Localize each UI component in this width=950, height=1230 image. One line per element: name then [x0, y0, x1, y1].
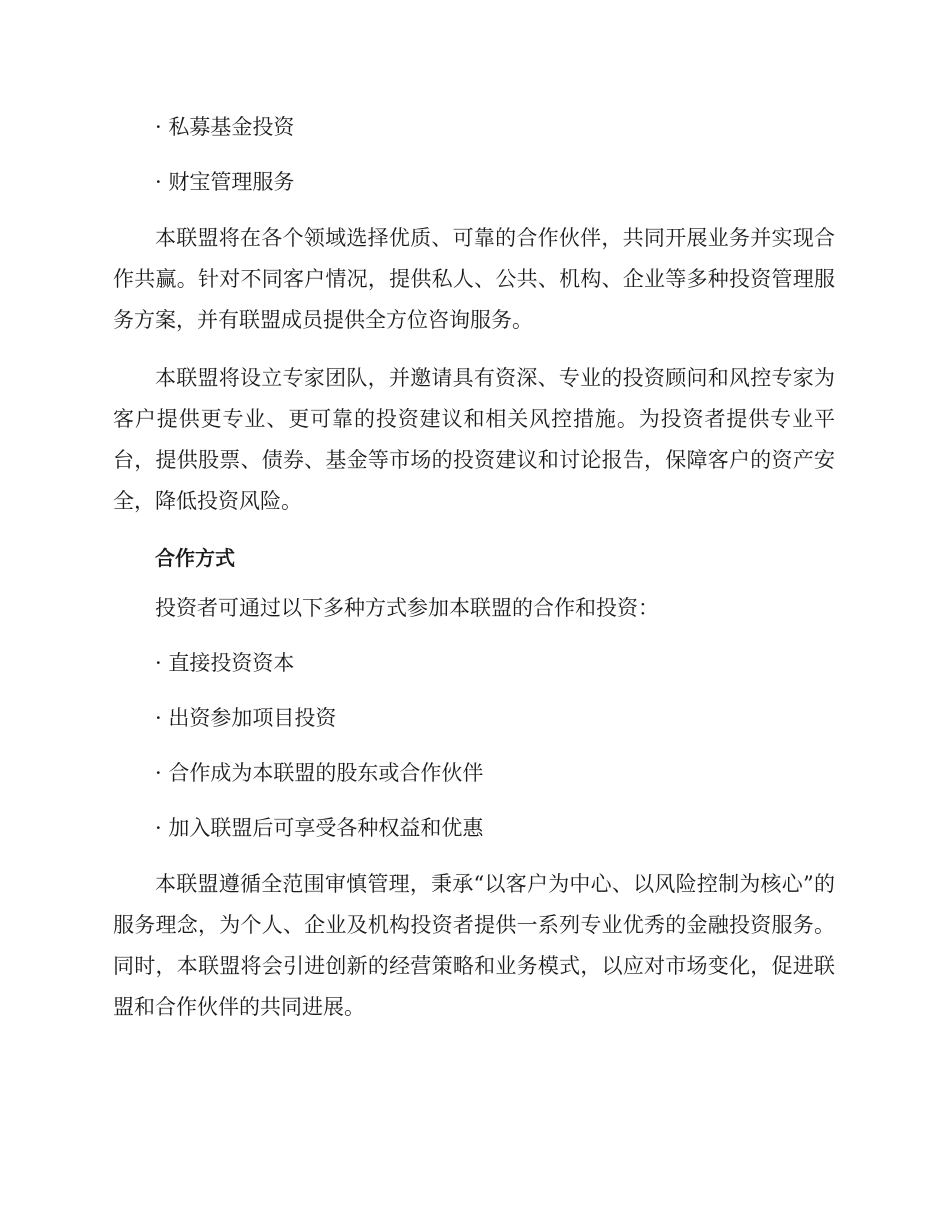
- intro-line: 投资者可通过以下多种方式参加本联盟的合作和投资：: [155, 596, 659, 620]
- body-paragraph: 本联盟将设立专家团队，并邀请具有资深、专业的投资顾问和风控专家为客户提供更专业、更可靠的投资建议和相关风控措施。为投资者提供专业平台，提供股票、债券、基金等市场的投资建议和讨论报告，保障客户的资产安全，降低投资风险。: [113, 366, 835, 513]
- bullet-item: · 加入联盟后可享受各种权益和优惠: [155, 816, 484, 840]
- body-paragraph: 本联盟遵循全范围审慎管理，秉承“以客户为中心、以风险控制为核心”的服务理念，为个人、企业及机构投资者提供一系列专业优秀的金融投资服务。同时，本联盟将会引进创新的经营策略和业务模式，以应对市场变化，促进联盟和合作伙伴的共同进展。: [113, 872, 835, 1019]
- document-body: [113, 108, 835, 1045]
- body-paragraph: 本联盟将在各个领域选择优质、可靠的合作伙伴，共同开展业务并实现合作共赢。针对不同客户情况，提供私人、公共、机构、企业等多种投资管理服务方案，并有联盟成员提供全方位咨询服务。: [113, 226, 835, 332]
- bullet-item: · 直接投资资本: [155, 651, 295, 675]
- bullet-item: · 出资参加项目投资: [155, 706, 337, 730]
- bullet-item: · 私募基金投资: [155, 115, 295, 139]
- section-heading: 合作方式: [155, 546, 235, 570]
- bullet-item: · 财宝管理服务: [155, 170, 295, 194]
- bullet-item: · 合作成为本联盟的股东或合作伙伴: [155, 761, 484, 785]
